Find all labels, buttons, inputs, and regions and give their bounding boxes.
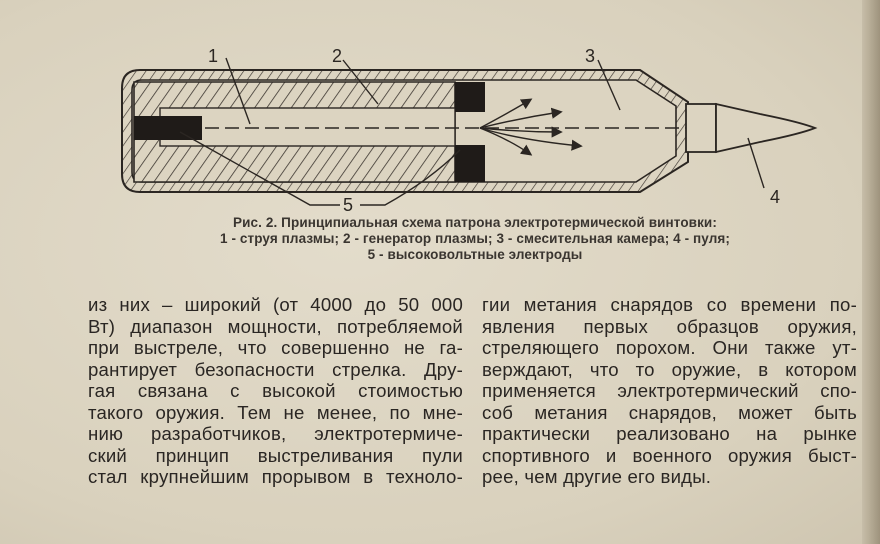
label-2: 2 [332,46,343,66]
text-line: верждают, что то оружие, в котором [482,358,857,380]
text-line: явления первых образцов оружия, [482,315,857,337]
text-line: практически реализовано на рынке [482,423,857,444]
text-line: ский принцип выстреливания пули [88,444,463,466]
label-1: 1 [208,46,219,66]
text-line: такого оружия. Тем не менее, по мне- [88,401,463,423]
figure-caption [150,215,800,263]
text-column-left [88,294,463,488]
text-line: гая связана с высокой стоимостью [88,380,463,401]
text-line: спортивного и военного оружия быст- [482,444,857,466]
label-5: 5 [343,195,354,215]
text-line: применяется электротермический спо- [482,380,857,401]
caption-line: 5 - высоковольтные электроды [367,247,583,262]
text-line: рантирует безопасности стрелка. Дру- [88,358,463,380]
text-line: при выстреле, что совершенно не га- [88,337,463,358]
text-line: из них – широкий (от 4000 до 50 000 [88,294,463,315]
text-line: нию разработчиков, электротермиче- [88,423,463,444]
caption-line: Рис. 2. Принципиальная схема патрона электротермической винтовки: [233,215,717,230]
text-line: рее, чем другие его виды. [482,466,712,487]
text-line: гии метания снарядов со времени по- [482,294,857,315]
page-edge [862,0,880,544]
text-column-right [482,294,857,488]
text-line: соб метания снарядов, может быть [482,401,857,423]
caption-line: 1 - струя плазмы; 2 - генератор плазмы; 3 - смесительная камера; 4 - пуля; [220,231,730,246]
text-line: стреляющего порохом. Они также ут- [482,337,857,358]
label-4: 4 [770,187,781,207]
text-line: Вт) диапазон мощности, потребляемой [88,315,463,337]
text-line: стал крупнейшим прорывом в техноло- [88,466,463,487]
label-3: 3 [585,46,596,66]
